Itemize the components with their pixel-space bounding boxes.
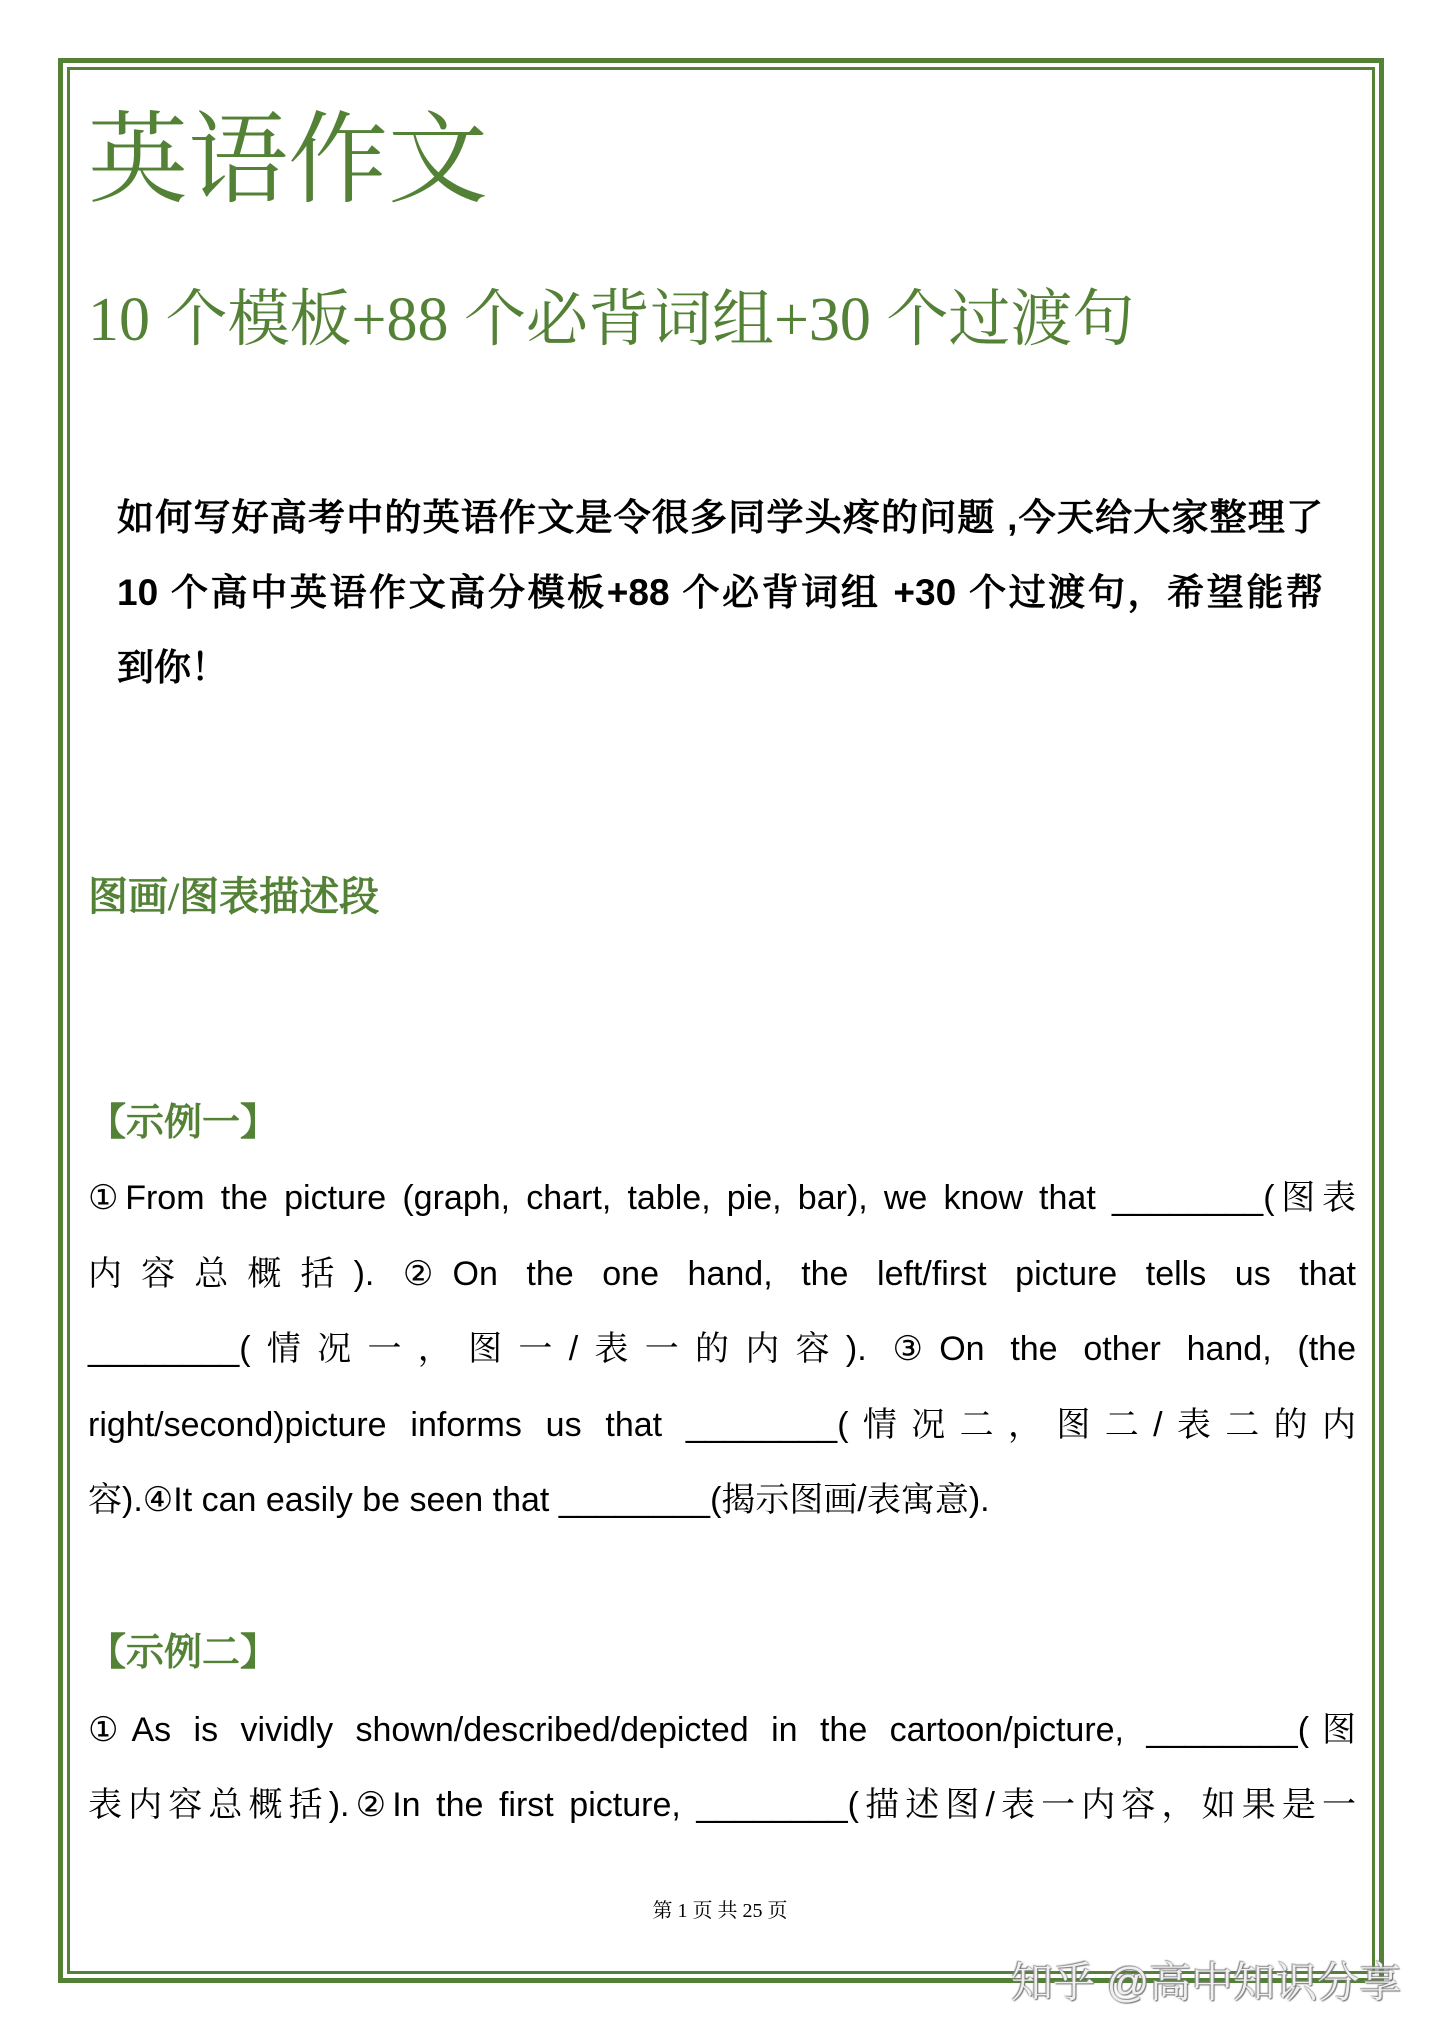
document-subtitle: 10 个模板+88 个必背词组+30 个过渡句 bbox=[88, 286, 1135, 354]
paragraph-line: right/second)picture informs us that ________(情况二，图二/表二的内 bbox=[88, 1405, 1356, 1444]
example-2-label: 【示例二】 bbox=[88, 1632, 279, 1674]
paragraph-line: 容).④It can easily be seen that ________(揭示图画/表寓意). bbox=[88, 1481, 990, 1519]
paragraph-line: ①As is vividly shown/described/depicted in the cartoon/picture, ________(图 bbox=[88, 1711, 1356, 1749]
watermark: 知乎 @高中知识分享 bbox=[1011, 1959, 1402, 2006]
paragraph-line: ①From the picture (graph, chart, table, pie, bar), we know that ________(图表 bbox=[88, 1179, 1356, 1217]
example-2-body bbox=[88, 1693, 1356, 1843]
intro-line: 如何写好高考中的英语作文是令很多同学头疼的问题 ,今天给大家整理了 bbox=[117, 497, 1323, 538]
section-heading: 图画/图表描述段 bbox=[88, 874, 380, 919]
example-1-label: 【示例一】 bbox=[88, 1102, 279, 1144]
paragraph-line: 表内容总概括).②In the first picture, ________(描述图/表一内容，如果是一 bbox=[88, 1786, 1356, 1824]
intro-line: 到你！ bbox=[117, 647, 228, 688]
paragraph-line: ________(情况一，图一/表一的内容). ③On the other hand, (the bbox=[88, 1330, 1356, 1368]
paragraph-line: 内容总概括). ②On the one hand, the left/first picture tells us that bbox=[88, 1254, 1356, 1293]
intro-paragraph bbox=[117, 480, 1323, 705]
document-title: 英语作文 bbox=[88, 105, 488, 216]
page-number-footer: 第 1 页 共 25 页 bbox=[652, 1900, 788, 1922]
example-1-body bbox=[88, 1161, 1356, 1539]
intro-line: 10 个高中英语作文高分模板+88 个必背词组 +30 个过渡句，希望能帮 bbox=[117, 572, 1323, 613]
